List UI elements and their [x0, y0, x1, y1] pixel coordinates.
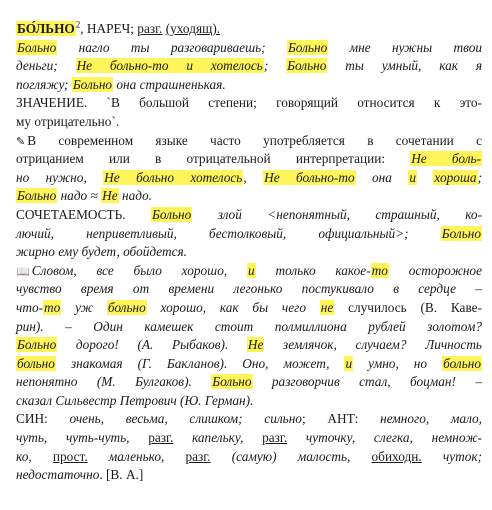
- quote-text: умно, но: [353, 355, 443, 371]
- open-book-icon: 📖: [16, 265, 30, 278]
- quote-line-4: рин). – Один камешек стоит полмиллиона рублей золотом?: [16, 318, 482, 334]
- note-text: она: [355, 169, 409, 185]
- note-line-3: [16, 169, 482, 188]
- highlight: больно: [443, 355, 482, 371]
- author-initials: . [В. А.]: [99, 467, 144, 483]
- highlight: и: [345, 355, 353, 371]
- note-line-4: [16, 187, 482, 206]
- quote-text: разговорчив стал, боцман! –: [252, 374, 483, 390]
- quote-line-1: [16, 262, 482, 281]
- note-text: отрицанием или в отрицательной интерпретации:: [16, 151, 411, 167]
- quote-text: знакомая (Г. Бакланов). Оно, может,: [55, 355, 345, 371]
- highlight: не: [320, 299, 334, 315]
- style-label: разг.: [185, 448, 211, 464]
- example-text: погляжу;: [16, 76, 72, 92]
- ant-text: капельку,: [173, 430, 263, 446]
- syn-line-3: [16, 448, 482, 467]
- highlight: Не больно хотелось: [104, 169, 243, 185]
- style-label: прост.: [52, 448, 88, 464]
- quote-source: случилось (В. Каве-: [334, 299, 482, 315]
- quote-text: что-: [16, 299, 44, 315]
- quote-text: землячок, случаем? Личность: [264, 337, 482, 353]
- note-line-2: [16, 150, 482, 169]
- highlight: Больно: [17, 337, 57, 353]
- highlight: Больно: [17, 39, 57, 55]
- highlight: Больно: [287, 39, 328, 55]
- quote-line-5: [16, 336, 482, 355]
- homonym-number: 2: [75, 19, 81, 30]
- example-line-1: [16, 39, 482, 58]
- quote-text: осторожное: [388, 262, 482, 278]
- note-line-1: [16, 132, 482, 151]
- section-label: СОЧЕТАЕМОСТЬ.: [16, 206, 152, 222]
- quote-text: только какое-: [255, 262, 371, 278]
- colloc-line-1: [16, 206, 482, 225]
- quote-text: непонятно (М. Булгаков).: [16, 374, 212, 390]
- highlight: и: [248, 262, 255, 278]
- highlight: Не больно-то и хотелось: [76, 58, 263, 74]
- ant-text: немного, мало,: [380, 411, 483, 427]
- colloc-line-2: [16, 225, 482, 244]
- quote-text: хорошо, как бы чего: [146, 299, 320, 315]
- quote-line-2: чувство время от времени легонько постукивало в сердце –: [16, 281, 482, 297]
- example-text: ты умный, как я: [327, 58, 482, 74]
- section-label: СИН:: [16, 411, 70, 427]
- highlight: Больно: [441, 225, 481, 241]
- punct: [417, 170, 433, 185]
- ant-text: ко,: [16, 448, 53, 464]
- highlight: Не боль-: [411, 151, 481, 167]
- note-text: В современном языке часто употребляется в сочетании с: [27, 132, 482, 148]
- syn-line-4: [16, 466, 482, 485]
- dictionary-entry: [16, 20, 482, 485]
- highlight: Больно: [152, 206, 192, 222]
- example-text: она страшненькая.: [113, 76, 226, 92]
- syn-line-2: [16, 429, 482, 448]
- meaning-line-1: ЗНАЧЕНИЕ. `В большой степени; говорящий относится к это-: [16, 95, 482, 111]
- ant-text: маленько,: [87, 448, 186, 464]
- highlight: Не: [247, 337, 264, 353]
- style-label: разг.: [262, 430, 288, 446]
- note-text: надо.: [118, 188, 152, 204]
- colloc-text: лючий, неприветливый, бестолковый, официальный>;: [16, 225, 441, 241]
- colloc-line-3: жирно ему будет, обойдется.: [16, 244, 187, 260]
- highlight: Больно: [72, 76, 113, 92]
- example-line-2: [16, 57, 482, 76]
- highlight: больно: [17, 355, 55, 371]
- note-text: надо ≈: [57, 188, 102, 204]
- highlight: Больно: [17, 188, 57, 204]
- example-text: деньги;: [16, 58, 76, 74]
- ant-text: недостаточно: [16, 467, 100, 483]
- punct: ,: [83, 169, 104, 185]
- highlight: Больно: [287, 58, 327, 74]
- highlight: и: [409, 169, 416, 185]
- ant-text: чуть, чуть-чуть,: [16, 430, 149, 446]
- punct: ;: [477, 169, 483, 185]
- syn-line-1: [16, 410, 482, 429]
- style-note: (уходящ).: [165, 21, 221, 36]
- highlight: больно: [107, 299, 146, 315]
- note-text: но нужно: [16, 169, 84, 185]
- example-text: нагло ты разговариваешь;: [57, 39, 287, 55]
- example-text: ;: [263, 58, 287, 74]
- pencil-pointer-icon: ✎: [16, 135, 26, 148]
- quote-text: дорого! (А. Рыбаков).: [57, 337, 247, 353]
- quote-line-8: сказал Сильвестр Петрович (Ю. Герман).: [16, 392, 254, 408]
- punct: ,: [243, 169, 264, 185]
- highlight: то: [44, 299, 61, 315]
- syn-text: очень, весьма, слишком; сильно: [69, 411, 302, 427]
- quote-text: уж: [61, 299, 107, 315]
- highlight: то: [371, 262, 388, 278]
- colloc-text: злой <непонятный, страшный, ко-: [192, 206, 482, 222]
- meaning-line-2: му отрицательно`.: [16, 113, 120, 129]
- style-label: разг.: [137, 21, 163, 36]
- highlight: Не: [102, 188, 118, 204]
- ant-text: (самую) малость,: [210, 448, 372, 464]
- highlight: Не больно-то: [264, 169, 355, 185]
- quote-line-7: [16, 373, 482, 392]
- example-line-3: [16, 76, 482, 95]
- quote-line-6: [16, 355, 482, 374]
- quote-line-3: [16, 299, 482, 318]
- highlight: хороша: [434, 169, 477, 185]
- style-label: обиходн.: [371, 448, 422, 464]
- ant-text: чуток;: [421, 448, 482, 464]
- section-label: ; АНТ:: [301, 411, 381, 427]
- style-label: разг.: [148, 430, 174, 446]
- example-text: мне нужны твои: [328, 39, 482, 55]
- highlight: Больно: [212, 374, 252, 390]
- headword-line: [16, 20, 482, 39]
- headword: БО́ЛЬНО: [17, 21, 75, 36]
- ant-text: чуточку, слегка, немнож-: [287, 430, 482, 446]
- part-of-speech: , НАРЕЧ;: [80, 21, 138, 36]
- quote-text: Словом, все было хорошо,: [31, 262, 247, 278]
